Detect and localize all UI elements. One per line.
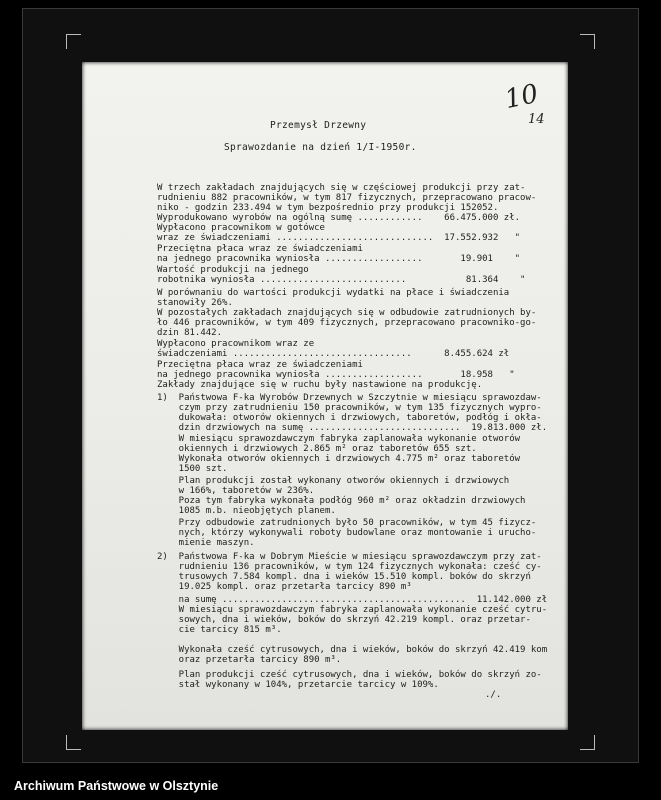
document-line: nych, którzy wykonywali roboty budowlane oraz montowanie i urucho- bbox=[157, 528, 537, 538]
document-line: W miesiącu sprawozdawczym fabryka zaplanowała wykonanie cześć cytru- bbox=[157, 605, 548, 615]
document-line: stał wykonany w 104%, przetarcie tarcicy w 109%. bbox=[157, 680, 439, 690]
corner-mark-top-right bbox=[580, 34, 595, 49]
document-line: cie tarcicy 815 m³. bbox=[157, 625, 282, 635]
document-line: Przy odbudowie zatrudnionych było 50 pracowników, w tym 45 fizycz- bbox=[157, 518, 537, 528]
document-line: na jednego pracownika wyniosła .................. 19.901 " bbox=[157, 254, 521, 264]
document-line: stanowiły 26%. bbox=[157, 298, 233, 308]
corner-mark-bottom-left bbox=[66, 735, 81, 750]
document-line: ./. bbox=[485, 690, 502, 700]
document-line: niko - godzin 233.494 w tym bezpośrednio przy produkcji 152052. bbox=[157, 203, 499, 213]
document-line: na jednego pracownika wyniosła .................. 18.958 " bbox=[157, 370, 515, 380]
document-line: W miesiącu sprawozdawczym fabryka zaplanowała wykonanie otworów bbox=[157, 434, 521, 444]
document-line: trusowych 7.584 kompl. dna i wieków 15.510 kompl. boków do skrzyń bbox=[157, 572, 531, 582]
document-line: Zakłady znajdujące się w ruchu były nastawione na produkcję. bbox=[157, 380, 483, 390]
document-line: W porównaniu do wartości produkcji wydatki na płace i świadczenia bbox=[157, 288, 510, 298]
document-line: okiennych i drzwiowych 2.865 m² oraz taboretów 655 szt. bbox=[157, 444, 477, 454]
document-line: 1500 szt. bbox=[157, 464, 228, 474]
document-line: 2) Państwowa F-ka w Dobrym Mieście w miesiącu sprawozdawczym przy zat- bbox=[157, 552, 542, 562]
document-subtitle: Sprawozdanie na dzień 1/I-1950r. bbox=[224, 142, 417, 153]
document-line: Wartość produkcji na jednego bbox=[157, 265, 309, 275]
document-line: mienie maszyn. bbox=[157, 538, 255, 548]
document-line: Poza tym fabryka wykonała podłóg 960 m² oraz okładzin drzwiowych bbox=[157, 496, 526, 506]
corner-mark-bottom-right bbox=[580, 735, 595, 750]
handwritten-sheet-number: 14 bbox=[528, 112, 545, 127]
document-line: dukowała: otworów okiennych i drzwiowych, taboretów, podłóg i okła- bbox=[157, 413, 542, 423]
document-line: Wyprodukowano wyrobów na ogólną sumę ............ 66.475.000 zł. bbox=[157, 213, 521, 223]
document-line: Wypłacono pracownikom w gotówce bbox=[157, 223, 325, 233]
document-line: rudnieniu 136 pracowników, w tym 124 fizycznych wykonała: cześć cy- bbox=[157, 562, 542, 572]
document-line: Wykonała otworów okiennych i drzwiowych 4.775 m² oraz taboretów bbox=[157, 454, 521, 464]
document-line: świadczeniami ................................. 8.455.624 zł bbox=[157, 349, 510, 359]
document-line: Przeciętna płaca wraz ze świadczeniami bbox=[157, 360, 363, 370]
document-line: 19.025 kompl. oraz przetarła tarcicy 890 m³ bbox=[157, 582, 412, 592]
document-line: rudnieniu 882 pracowników, w tym 817 fizycznych, przepracowano pracow- bbox=[157, 193, 537, 203]
document-line: sowych, dna i wieków, boków do skrzyń 42.219 kompl. oraz przetar- bbox=[157, 615, 531, 625]
document-line: dzin drzwiowych na sumę ............................ 19.813.000 zł. bbox=[157, 423, 548, 433]
document-line: 1085 m.b. nieobjętych planem. bbox=[157, 506, 336, 516]
document-line: W pozostałych zakładach znajdujących się w odbudowie zatrudnionych by- bbox=[157, 308, 537, 318]
handwritten-page-number: 10 bbox=[502, 78, 541, 116]
document-line: Plan produkcji cześć cytrusowych, dna i wieków, boków do skrzyń zo- bbox=[157, 670, 542, 680]
document-line: oraz przetarła tarcicy 890 m³. bbox=[157, 655, 342, 665]
document-line: W trzech zakładach znajdujących się w częściowej produkcji przy zat- bbox=[157, 183, 526, 193]
document-line: dzin 81.442. bbox=[157, 328, 223, 338]
archive-label: Archiwum Państwowe w Olsztynie bbox=[14, 779, 219, 793]
document-line: Wypłacono pracownikom wraz ze bbox=[157, 339, 315, 349]
document-line: Plan produkcji został wykonany otworów okiennych i drzwiowych bbox=[157, 476, 510, 486]
document-line: ło 446 pracowników, w tym 409 fizycznych, przepracowano pracowniko-go- bbox=[157, 318, 537, 328]
document-line: czym przy zatrudnieniu 150 pracowników, w tym 135 fizycznych wypro- bbox=[157, 403, 542, 413]
document-line: Przeciętna płaca wraz ze świadczeniami bbox=[157, 244, 363, 254]
document-line: na sumę ............................................. 11.142.000 zł bbox=[157, 595, 548, 605]
document-line: wraz ze świadczeniami ............................. 17.552.932 " bbox=[157, 233, 521, 243]
corner-mark-top-left bbox=[66, 34, 81, 49]
document-title: Przemysł Drzewny bbox=[270, 120, 367, 131]
document-line: robotnika wyniosła ........................... 81.364 " bbox=[157, 275, 526, 285]
document-line: w 166%, taboretów w 236%. bbox=[157, 486, 315, 496]
document-line: 1) Państwowa F-ka Wyrobów Drzewnych w Szczytnie w miesiącu sprawozdaw- bbox=[157, 393, 542, 403]
document-line: Wykonała cześć cytrusowych, dna i wieków, boków do skrzyń 42.419 kom bbox=[157, 645, 548, 655]
